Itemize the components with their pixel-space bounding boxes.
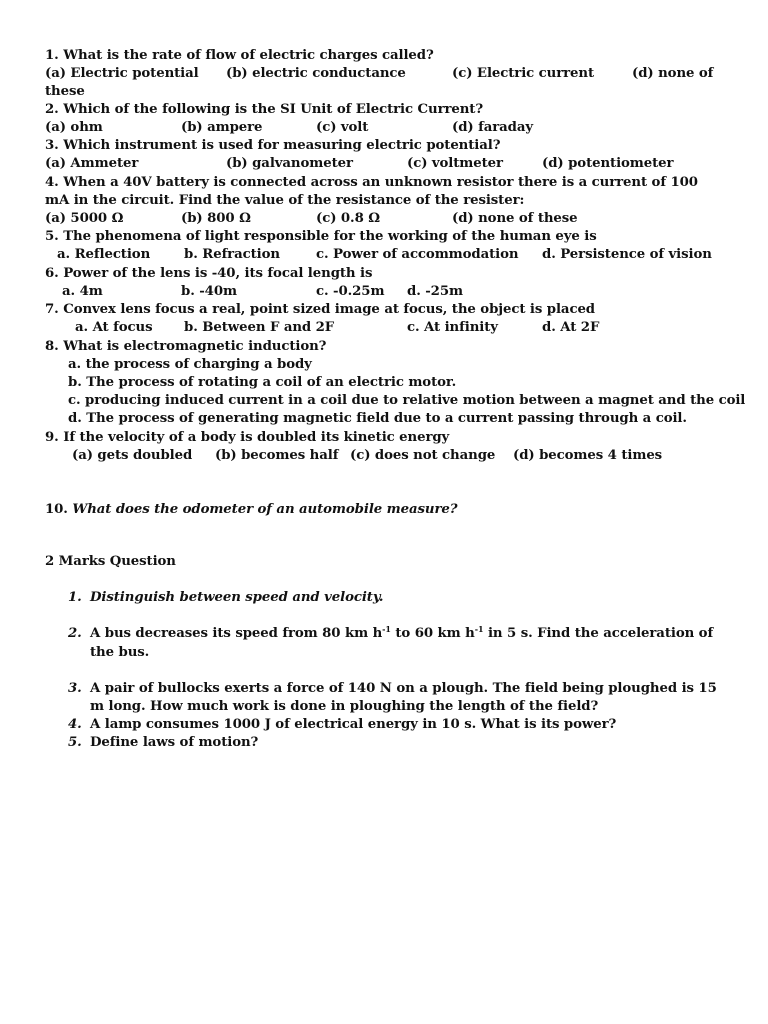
question-7: 7. Convex lens focus a real, point sized image at focus, the object is placed xyxy=(45,302,595,317)
question-4: 4. When a 40V battery is connected across an unknown resistor there is a current of 100 xyxy=(45,175,698,190)
option-a: a. 4m xyxy=(62,284,103,299)
section-heading: 2 Marks Question xyxy=(45,554,176,569)
item-text: A pair of bullocks exerts a force of 140 N on a plough. The field being ploughed is 15 xyxy=(90,681,717,696)
option-d: (d) none of these xyxy=(452,211,578,226)
option-d: (d) potentiometer xyxy=(542,156,674,171)
question-2: 2. Which of the following is the SI Unit of Electric Current? xyxy=(45,102,484,117)
item-number: 2. xyxy=(68,626,82,641)
option-b: (b) ampere xyxy=(181,120,263,135)
list-item xyxy=(0,625,768,643)
option-b: (b) becomes half xyxy=(215,448,339,463)
item-number: 1. xyxy=(68,590,82,605)
option-b: (b) 800 Ω xyxy=(181,211,251,226)
option-c: c. -0.25m xyxy=(316,284,385,299)
item-number: 3. xyxy=(68,681,82,696)
option-b: (b) galvanometer xyxy=(226,156,353,171)
option-a: (a) ohm xyxy=(45,120,103,135)
option-c: c. Power of accommodation xyxy=(316,247,519,262)
option-c: (c) Electric current xyxy=(452,66,595,81)
item-text-continuation: the bus. xyxy=(90,645,150,660)
item-number: 5. xyxy=(68,735,82,750)
item-text: Define laws of motion? xyxy=(90,735,259,750)
item-text: A bus decreases its speed from 80 km $h^{-1}$ to 60 km $h^{-1}$ in 5 s. Find the acceleration of xyxy=(90,624,714,641)
option-a: a. Reflection xyxy=(57,247,151,262)
option-b: (b) electric conductance xyxy=(226,66,406,81)
question-9-options xyxy=(0,447,768,465)
list-item xyxy=(0,716,768,734)
question-5-options xyxy=(0,246,768,264)
option-b: b. Between F and 2F xyxy=(184,320,335,335)
question-7-options xyxy=(0,319,768,337)
question-8: 8. What is electromagnetic induction? xyxy=(45,339,327,354)
question-4-options xyxy=(0,210,768,228)
option-b: b. Refraction xyxy=(184,247,280,262)
list-item xyxy=(0,589,768,607)
option-d: d. Persistence of vision xyxy=(542,247,712,262)
option-a: (a) 5000 Ω xyxy=(45,211,124,226)
item-text: Distinguish between speed and velocity. xyxy=(90,590,384,605)
question-10 xyxy=(45,501,457,519)
option-c: (c) 0.8 Ω xyxy=(316,211,381,226)
question-6-options xyxy=(0,283,768,301)
option-a: (a) Electric potential xyxy=(45,66,199,81)
option-c: c. producing induced current in a coil due to relative motion between a magnet and the coil xyxy=(68,393,746,408)
item-number: 4. xyxy=(68,717,82,732)
option-c: (c) voltmeter xyxy=(407,156,503,171)
option-b: b. -40m xyxy=(181,284,237,299)
question-1-continuation: these xyxy=(45,84,85,99)
option-d: (d) none of xyxy=(632,66,714,81)
option-a: (a) gets doubled xyxy=(72,448,193,463)
option-a: a. At focus xyxy=(75,320,153,335)
option-d: d. At 2F xyxy=(542,320,600,335)
option-d: d. The process of generating magnetic field due to a current passing through a coil. xyxy=(68,411,687,426)
option-c: (c) volt xyxy=(316,120,369,135)
question-2-options xyxy=(0,119,768,137)
question-1: 1. What is the rate of flow of electric charges called? xyxy=(45,48,434,63)
option-a: (a) Ammeter xyxy=(45,156,139,171)
option-b: b. The process of rotating a coil of an electric motor. xyxy=(68,375,457,390)
question-6: 6. Power of the lens is -40, its focal length is xyxy=(45,266,373,281)
item-text: A lamp consumes 1000 J of electrical energy in 10 s. What is its power? xyxy=(90,717,617,732)
question-3: 3. Which instrument is used for measuring electric potential? xyxy=(45,138,501,153)
question-4-continuation: mA in the circuit. Find the value of the resistance of the resister: xyxy=(45,193,525,208)
question-3-options xyxy=(0,155,768,173)
item-text-continuation: m long. How much work is done in ploughing the length of the field? xyxy=(90,699,599,714)
question-5: 5. The phenomena of light responsible for the working of the human eye is xyxy=(45,229,597,244)
list-item xyxy=(0,680,768,698)
option-d: (d) faraday xyxy=(452,120,534,135)
option-d: d. -25m xyxy=(407,284,463,299)
option-c: c. At infinity xyxy=(407,320,498,335)
list-item xyxy=(0,734,768,752)
option-a: a. the process of charging a body xyxy=(68,357,312,372)
question-1-options xyxy=(0,65,768,83)
question-9: 9. If the velocity of a body is doubled its kinetic energy xyxy=(45,430,450,445)
question-10-number: 10. xyxy=(45,502,68,517)
question-10-text: What does the odometer of an automobile measure? xyxy=(72,502,458,517)
option-c: (c) does not change xyxy=(350,448,496,463)
option-d: (d) becomes 4 times xyxy=(513,448,663,463)
